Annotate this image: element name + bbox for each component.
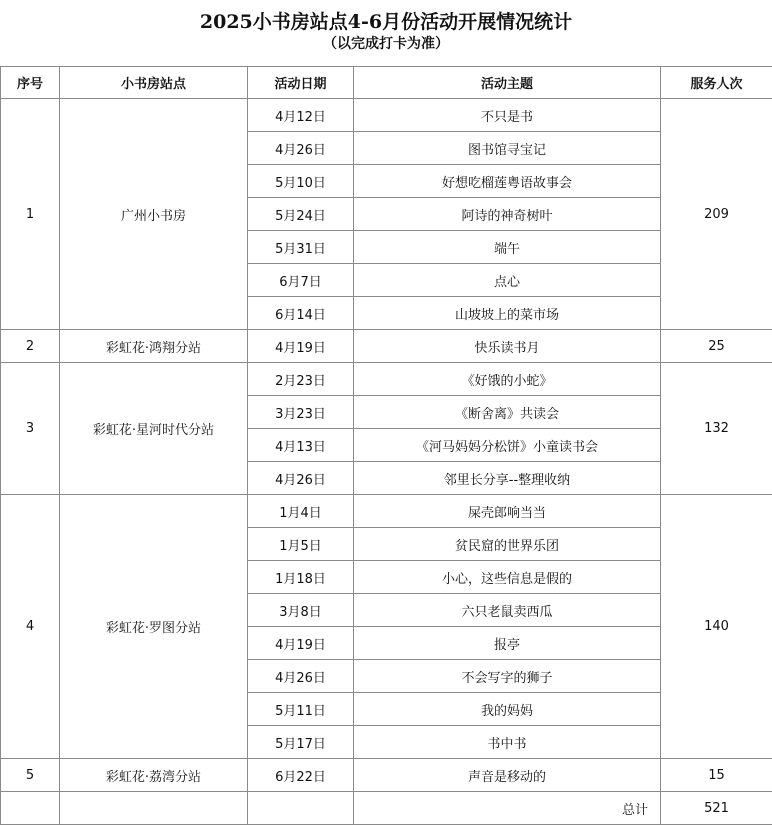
date-cell[interactable]: 1月18日: [248, 561, 354, 594]
table-row: [1, 495, 772, 528]
date-cell[interactable]: 4月13日: [248, 429, 354, 462]
header-served[interactable]: 服务人次: [661, 67, 772, 99]
topic-cell[interactable]: 声音是移动的: [354, 759, 661, 792]
date-cell[interactable]: 4月12日: [248, 99, 354, 132]
date-cell[interactable]: 4月19日: [248, 627, 354, 660]
topic-cell[interactable]: 好想吃榴莲粤语故事会: [354, 165, 661, 198]
topic-cell[interactable]: 快乐读书月: [354, 330, 661, 363]
table-row: [1, 330, 772, 363]
index-cell[interactable]: 2: [1, 330, 60, 363]
date-cell[interactable]: 3月23日: [248, 396, 354, 429]
served-cell[interactable]: 15: [661, 759, 772, 792]
date-cell[interactable]: 4月26日: [248, 462, 354, 495]
empty-cell[interactable]: [60, 792, 248, 825]
index-cell[interactable]: 1: [1, 99, 60, 330]
date-cell[interactable]: 4月26日: [248, 660, 354, 693]
site-cell[interactable]: 彩虹花·星河时代分站: [60, 363, 248, 495]
subtitle-text: （以完成打卡为准）: [323, 36, 449, 52]
topic-cell[interactable]: 报亭: [354, 627, 661, 660]
header-row: [1, 67, 772, 99]
stats-table: [0, 66, 772, 825]
title-text: 2025小书房站点4-6月份活动开展情况统计: [199, 11, 573, 33]
topic-cell[interactable]: 小心，这些信息是假的: [354, 561, 661, 594]
topic-cell[interactable]: 《河马妈妈分松饼》小童读书会: [354, 429, 661, 462]
empty-cell[interactable]: [248, 792, 354, 825]
topic-cell[interactable]: 书中书: [354, 726, 661, 759]
date-cell[interactable]: 1月4日: [248, 495, 354, 528]
topic-cell[interactable]: 图书馆寻宝记: [354, 132, 661, 165]
header-date[interactable]: 活动日期: [248, 67, 354, 99]
total-value-cell[interactable]: 521: [661, 792, 772, 825]
header-topic[interactable]: 活动主题: [354, 67, 661, 99]
served-cell[interactable]: 140: [661, 495, 772, 759]
site-cell[interactable]: 广州小书房: [60, 99, 248, 330]
topic-cell[interactable]: 端午: [354, 231, 661, 264]
index-cell[interactable]: 3: [1, 363, 60, 495]
topic-cell[interactable]: 六只老鼠卖西瓜: [354, 594, 661, 627]
topic-cell[interactable]: 不只是书: [354, 99, 661, 132]
date-cell[interactable]: 5月24日: [248, 198, 354, 231]
topic-cell[interactable]: 不会写字的狮子: [354, 660, 661, 693]
table-row: [1, 99, 772, 132]
topic-cell[interactable]: 《好饿的小蛇》: [354, 363, 661, 396]
date-cell[interactable]: 5月17日: [248, 726, 354, 759]
total-label-cell[interactable]: 总计: [354, 792, 661, 825]
date-cell[interactable]: 6月7日: [248, 264, 354, 297]
date-cell[interactable]: 5月11日: [248, 693, 354, 726]
topic-cell[interactable]: 贫民窟的世界乐团: [354, 528, 661, 561]
site-cell[interactable]: 彩虹花·罗图分站: [60, 495, 248, 759]
empty-cell[interactable]: [1, 792, 60, 825]
index-cell[interactable]: 5: [1, 759, 60, 792]
table-row: [1, 759, 772, 792]
topic-cell[interactable]: 邻里长分享--整理收纳: [354, 462, 661, 495]
date-cell[interactable]: 6月14日: [248, 297, 354, 330]
site-cell[interactable]: 彩虹花·荔湾分站: [60, 759, 248, 792]
topic-cell[interactable]: 山坡坡上的菜市场: [354, 297, 661, 330]
header-site[interactable]: 小书房站点: [60, 67, 248, 99]
date-cell[interactable]: 3月8日: [248, 594, 354, 627]
report-title: [0, 0, 772, 66]
table-row: [1, 363, 772, 396]
date-cell[interactable]: 5月31日: [248, 231, 354, 264]
total-row: [1, 792, 772, 825]
date-cell[interactable]: 4月26日: [248, 132, 354, 165]
date-cell[interactable]: 6月22日: [248, 759, 354, 792]
site-cell[interactable]: 彩虹花·鸿翔分站: [60, 330, 248, 363]
served-cell[interactable]: 25: [661, 330, 772, 363]
date-cell[interactable]: 2月23日: [248, 363, 354, 396]
topic-cell[interactable]: 我的妈妈: [354, 693, 661, 726]
header-index[interactable]: 序号: [1, 67, 60, 99]
topic-cell[interactable]: 屎壳郎响当当: [354, 495, 661, 528]
table-body: [1, 99, 772, 825]
index-cell[interactable]: 4: [1, 495, 60, 759]
served-cell[interactable]: 209: [661, 99, 772, 330]
date-cell[interactable]: 5月10日: [248, 165, 354, 198]
topic-cell[interactable]: 《断舍离》共读会: [354, 396, 661, 429]
topic-cell[interactable]: 点心: [354, 264, 661, 297]
served-cell[interactable]: 132: [661, 363, 772, 495]
topic-cell[interactable]: 阿诗的神奇树叶: [354, 198, 661, 231]
date-cell[interactable]: 4月19日: [248, 330, 354, 363]
date-cell[interactable]: 1月5日: [248, 528, 354, 561]
